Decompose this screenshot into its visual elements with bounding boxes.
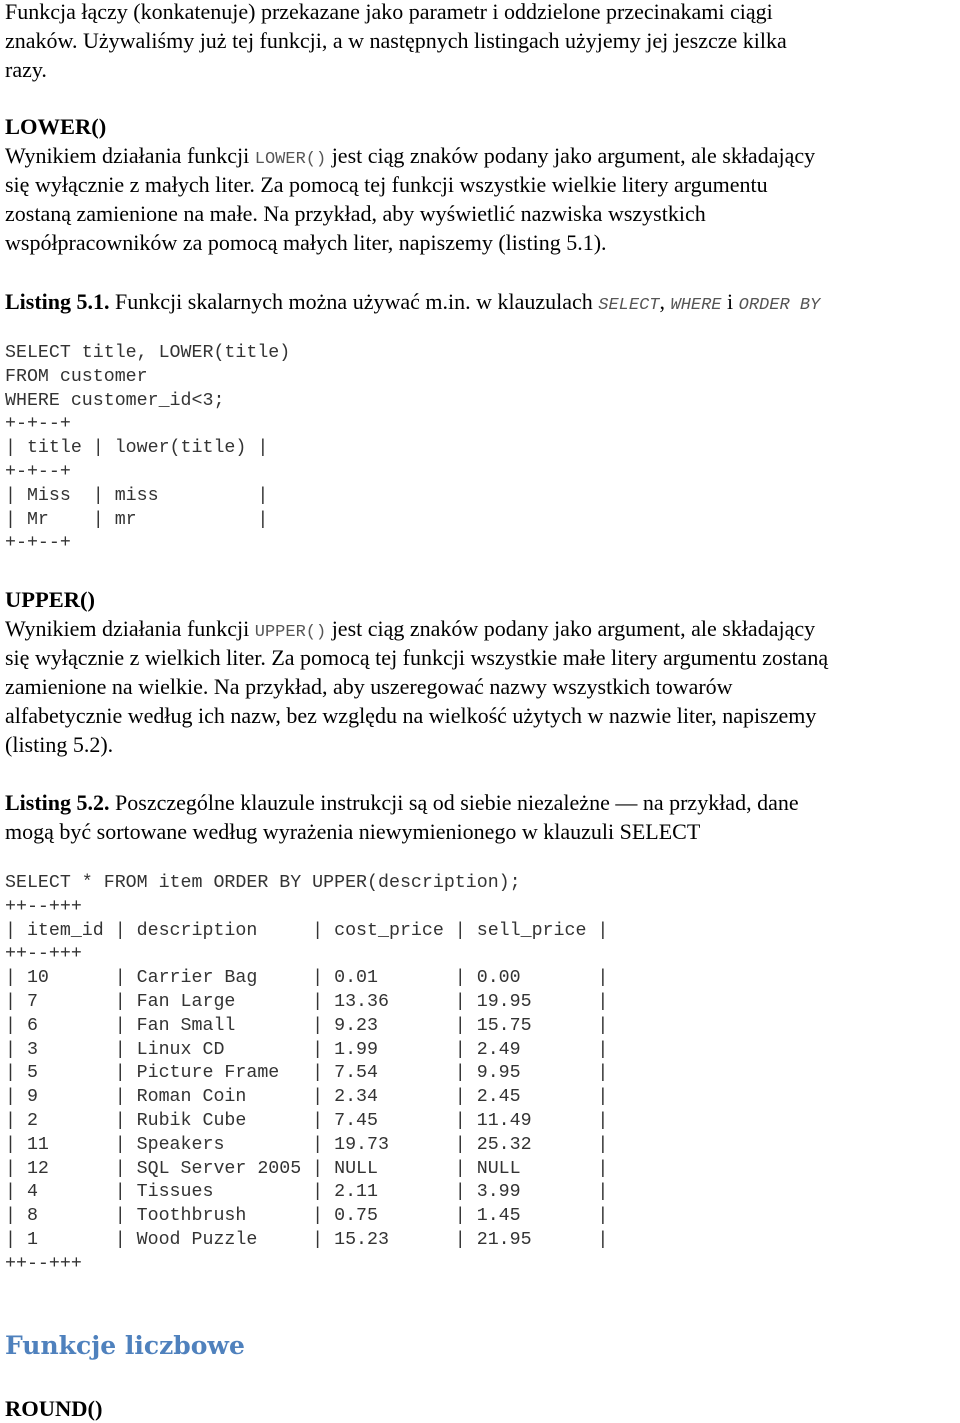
code-line: | 3 | Linux CD | 1.99 | 2.49 | [5,1039,609,1060]
round-heading: ROUND() [5,1396,103,1421]
lower-inline-code: LOWER() [254,150,327,169]
code-line: | Miss | miss | [5,485,269,506]
listing-5-1-label: Listing 5.1. [5,289,110,314]
code-line: | title | lower(title) | [5,438,269,459]
code-line: | 2 | Rubik Cube | 7.45 | 11.49 | [5,1111,609,1131]
code-line: SELECT title, LOWER(title) [5,343,291,363]
listing-5-2-caption-line-1: Listing 5.2. Poszczególne klauzule instrukcji są od siebie niezależne — na przykład, dane [5,790,799,815]
code-line: | 11 | Speakers | 19.73 | 25.32 | [5,1134,609,1155]
listing-5-1-caption: Listing 5.1. Funkcji skalarnych można używać m.in. w klauzulach SELECT, WHERE i ORDER BY [5,289,821,315]
upper-line-5: (listing 5.2). [5,732,114,757]
upper-line-3: zamienione na wielkie. Na przykład, aby uszeregować nazwy wszystkich towarów [5,674,733,699]
code-line: ++--+++ [5,944,82,965]
code-line: ++--+++ [5,1253,82,1274]
code-line: SELECT * FROM item ORDER BY UPPER(description); [5,873,521,893]
code-line: | item_id | description | cost_price | sell_price | [5,920,609,941]
section-heading-funkcje-liczbowe: Funkcje liczbowe [5,1331,245,1360]
upper-line-2: się wyłącznie z wielkich liter. Za pomocą tej funkcji wszystkie małe litery argumentu zostaną [5,645,829,670]
code-line: | 10 | Carrier Bag | 0.01 | 0.00 | [5,968,609,989]
lower-line-4: współpracowników za pomocą małych liter, napiszemy (listing 5.1). [5,230,607,255]
code-line: FROM customer [5,366,148,387]
code-line: | 1 | Wood Puzzle | 15.23 | 21.95 | [5,1230,609,1250]
upper-line-1: Wynikiem działania funkcji UPPER() jest ciąg znaków podany jako argument, ale składający [5,616,816,642]
upper-inline-code: UPPER() [254,623,327,642]
lower-line-1: Wynikiem działania funkcji LOWER() jest ciąg znaków podany jako argument, ale składający [5,143,816,169]
code-line: +-+--+ [5,462,71,482]
code-line: | 6 | Fan Small | 9.23 | 15.75 | [5,1015,609,1036]
code-line: +-+--+ [5,414,71,435]
code-line: | 8 | Toothbrush | 0.75 | 1.45 | [5,1206,609,1227]
code-line: | 5 | Picture Frame | 7.54 | 9.95 | [5,1063,609,1084]
lower-line-2: się wyłącznie z małych liter. Za pomocą tej funkcji wszystkie wielkie litery argumentu [5,172,768,197]
intro-line-1: Funkcja łączy (konkatenuje) przekazane jako parametr i oddzielone przecinakami ciągi [5,0,773,24]
code-line: WHERE customer_id<3; [5,390,225,411]
listing-5-2-label: Listing 5.2. [5,790,110,815]
intro-line-2: znaków. Używaliśmy już tej funkcji, a w następnych listingach użyjemy jej jeszcze kilka [5,28,787,53]
lower-line-3: zostaną zamienione na małe. Na przykład, aby wyświetlić nazwiska wszystkich [5,201,706,226]
upper-heading: UPPER() [5,587,95,612]
code-line: | 9 | Roman Coin | 2.34 | 2.45 | [5,1087,609,1108]
intro-line-3: razy. [5,57,47,82]
code-line: | 12 | SQL Server 2005 | NULL | NULL | [5,1158,609,1179]
code-line: ++--+++ [5,896,82,917]
code-line: | 7 | Fan Large | 13.36 | 19.95 | [5,992,609,1012]
code-line: | 4 | Tissues | 2.11 | 3.99 | [5,1182,609,1203]
code-line: +-+--+ [5,533,71,554]
upper-line-4: alfabetycznie według ich nazw, bez względu na wielkość użytych w nazwie liter, napiszemy [5,703,817,728]
code-line: | Mr | mr | [5,509,269,530]
lower-heading: LOWER() [5,114,107,139]
listing-5-2-caption-line-2: mogą być sortowane według wyrażenia niewymienionego w klauzuli SELECT [5,819,701,844]
